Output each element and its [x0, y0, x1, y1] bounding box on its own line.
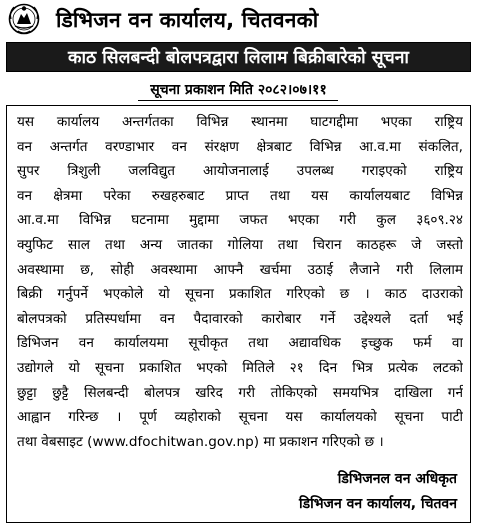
notice-line: छुट्टा छुट्टै सिलबन्दी बोलपत्र खरिद गरी तोकिएको समयभित्र दाखिला गर्न — [17, 384, 463, 401]
notice-body — [17, 110, 463, 454]
notice-line: यस कार्यालय अन्तर्गतका विभिन्न स्थानमा घाटगद्दीमा भएका राष्ट्रिय — [17, 114, 463, 130]
notice-banner-title: काठ सिलबन्दी बोलपत्रद्वारा लिलाम बिक्रीबारेको सूचना — [6, 42, 471, 72]
notice-line: अवस्थामा छ, सोही अवस्थामा आफ्नै खर्चमा उठाई लैजाने गरी लिलाम — [17, 261, 463, 278]
header — [0, 0, 477, 40]
publication-date-line — [0, 80, 477, 99]
date-underline-divider — [138, 100, 338, 101]
notice-line: डिभिजन वन कार्यालयमा सूचीकृत तथा अद्यावधिक इच्छुक फर्म वा — [17, 335, 463, 352]
notice-line: बोलपत्रको प्रतिस्पर्धामा वन पैदावारको कारोबार गर्ने उद्देश्यले दर्ता भई — [17, 310, 463, 327]
signature-office: डिभिजन वन कार्यालय, चितवन — [298, 496, 457, 512]
office-title: डिभिजन वन कार्यालय, चितवनको — [56, 8, 319, 32]
nepal-government-emblem-icon — [8, 2, 40, 36]
notice-line: वन अन्तर्गत वरण्डाभार वन संरक्षण क्षेत्रबाट विभिन्न आ.व.मा संकलित, — [17, 138, 463, 155]
publication-date-text: सूचना प्रकाशन मिति २०८२।०७।११ — [150, 82, 327, 98]
notice-line: बिक्री गर्नुपर्ने भएकोले यो सूचना प्रकाशित गरिएको छ । काठ दाउराको — [17, 286, 463, 303]
notice-line: आ.व.मा विभिन्न घटनामा मुद्दामा जफत भएका गरी कुल ३६०९.२४ — [17, 212, 463, 229]
notice-line: क्युफिट साल तथा अन्य जातका गोलिया तथा चिरान काठहरू जे जस्तो — [17, 236, 463, 253]
notice-line: आह्वान गरिन्छ । पूर्ण व्यहोराको सूचना यस कार्यालयको सूचना पाटी — [17, 409, 463, 426]
notice-line-website: तथा वेबसाइट (www.dfochitwan.gov.np) मा प्रकाशन गरिएको छ । — [17, 433, 384, 450]
notice-line: वन क्षेत्रमा परेका रुखहरुबाट प्राप्त तथा यस कार्यालयबाट विभिन्न — [17, 187, 463, 204]
notice-line: सुपर त्रिशुली जलविद्युत आयोजनालाई उपलब्ध गराइएको राष्ट्रिय — [17, 163, 463, 180]
signature-officer: डिभिजनल वन अधिकृत — [337, 471, 457, 487]
notice-line: उद्योगले यो सूचना प्रकाशित भएको मितिले २१ दिन भित्र प्रत्येक लटको — [17, 359, 463, 376]
